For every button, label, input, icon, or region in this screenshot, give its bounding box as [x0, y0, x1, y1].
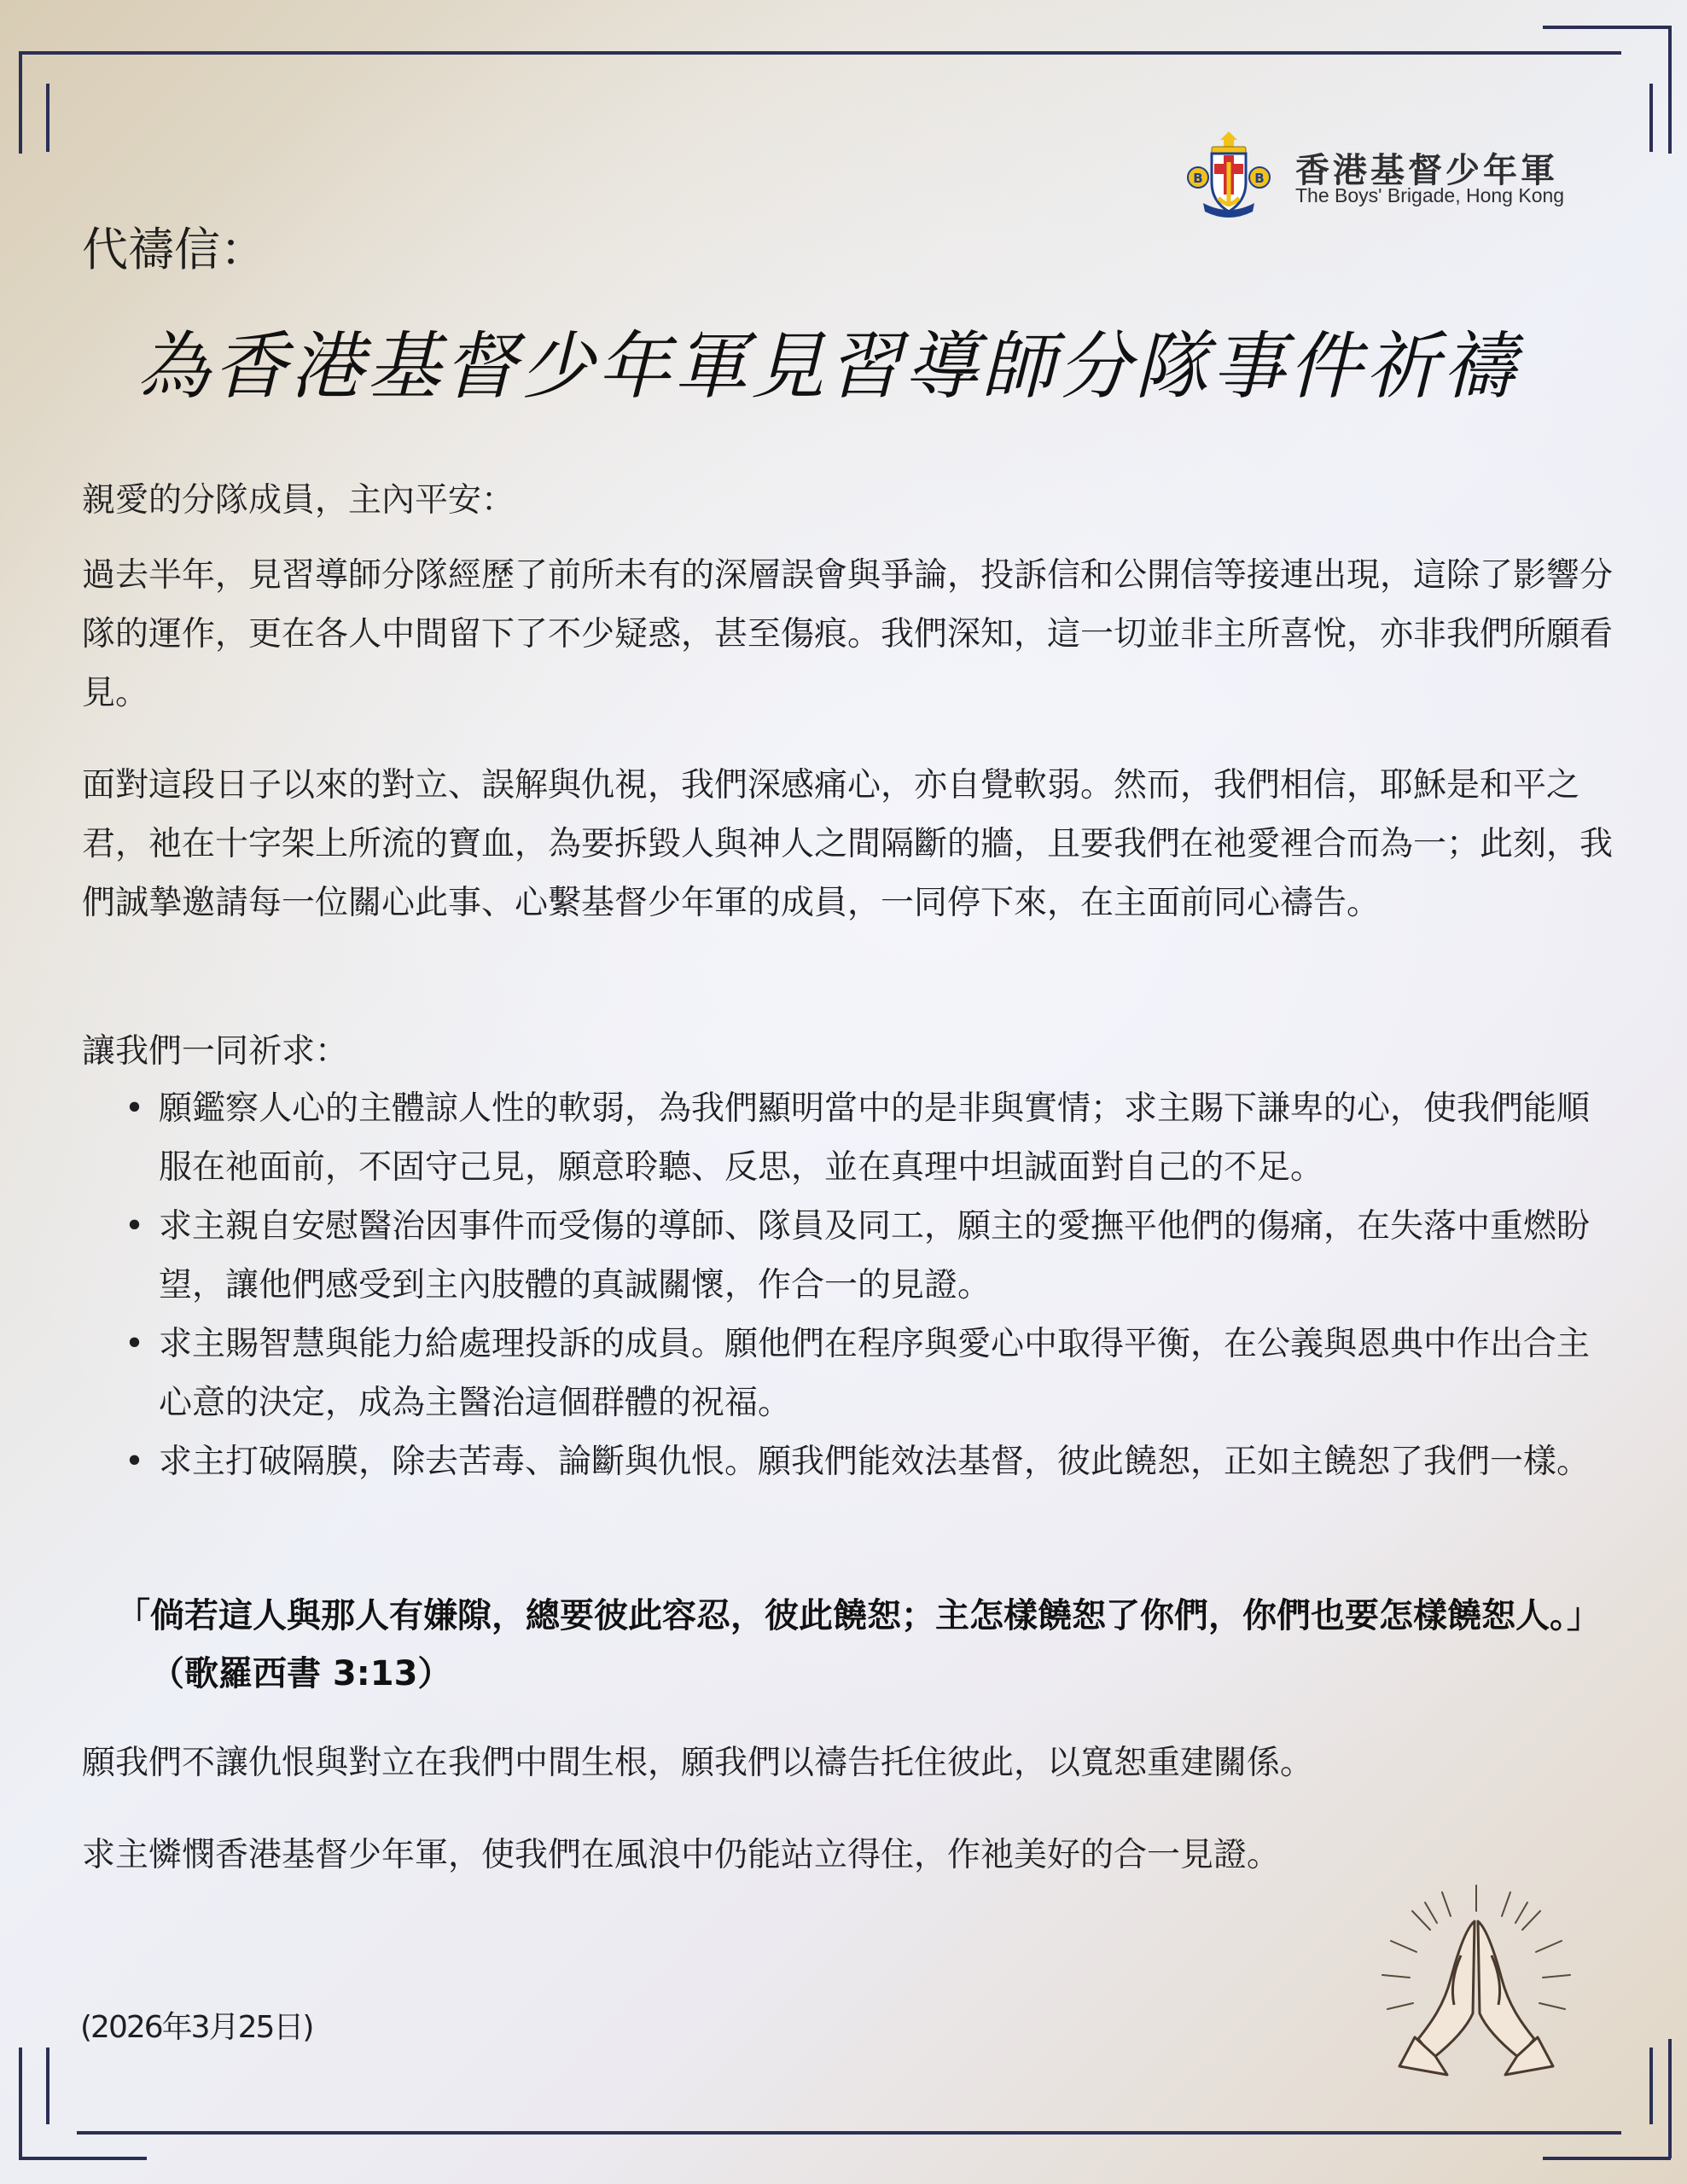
prayer-intro: 讓我們一同祈求： [82, 1032, 349, 1071]
bullet-icon: • [125, 1207, 145, 1246]
frame-top-inner-h [77, 51, 1621, 55]
verse-text: 「倘若這人與那人有嫌隙，總要彼此容忍，彼此饒恕；主怎樣饒恕了你們，你們也要怎樣饒恕人。」 [116, 1596, 1601, 1635]
letter-date: (2026年3月25日) [80, 2010, 313, 2045]
paragraph-1: 過去半年，見習導師分隊經歷了前所未有的深層誤會與爭論，投訴信和公開信等接連出現，這除了影響分隊的運作，更在各人中間留下了不少疑惑，甚至傷痕。我們深知，這一切並非主所喜悅，亦非我們所願看見。 [82, 556, 1614, 712]
prayer-text: 求主打破隔膜，除去苦毒、論斷與仇恨。願我們能效法基督，彼此饒恕，正如主饒恕了我們一樣。 [159, 1443, 1591, 1481]
closing-paragraph-2: 求主憐憫香港基督少年軍，使我們在風浪中仍能站立得住，作祂美好的合一見證。 [82, 1836, 1281, 1874]
org-name-chinese: 香港基督少年軍 [1295, 151, 1558, 190]
crest-letter-right: B [1254, 171, 1265, 186]
prayer-text: 求主親自安慰醫治因事件而受傷的導師、隊員及同工，願主的愛撫平他們的傷痛，在失落中重燃盼望，讓他們感受到主內肢體的真誠關懷，作合一的見證。 [159, 1207, 1591, 1304]
paragraph-2: 面對這段日子以來的對立、誤解與仇視，我們深感痛心，亦自覺軟弱。然而，我們相信，耶穌是和平之君，祂在十字架上所流的寶血，為要拆毀人與神人之間隔斷的牆，且要我們在祂愛裡合而為一；此刻，我們誠摯邀請每一位關心此事、心繫基督少年軍的成員，一同停下來，在主面前同心禱告。 [82, 766, 1614, 922]
prayer-item [82, 1197, 1618, 1315]
frame-bottom-left-h [19, 2157, 147, 2160]
scripture-verse [116, 1587, 1601, 1703]
frame-bottom-left-v [19, 2048, 22, 2158]
org-name-english: The Boys' Brigade, Hong Kong [1295, 184, 1565, 206]
verse-reference: （歌羅西書 3:13） [150, 1654, 452, 1693]
letter-title: 為香港基督少年軍見習導師分隊事件祈禱 [137, 324, 1519, 410]
bullet-icon: • [125, 1443, 145, 1481]
frame-top-right-v [1668, 26, 1672, 154]
greeting: 親愛的分隊成員，主內平安： [82, 481, 515, 520]
prayer-item [82, 1432, 1618, 1491]
crest-letter-left: B [1193, 171, 1203, 186]
closing-paragraph-1: 願我們不讓仇恨與對立在我們中間生根，願我們以禱告托住彼此，以寬恕重建關係。 [82, 1744, 1314, 1782]
boys-brigade-crest-icon [1186, 128, 1271, 222]
bullet-icon: • [125, 1325, 145, 1363]
frame-bottom-inner-h [77, 2131, 1621, 2135]
frame-bottom-left-inner-v [46, 2048, 49, 2124]
praying-hands-icon [1365, 1877, 1587, 2082]
letter-type-label: 代禱信： [82, 223, 266, 276]
frame-bottom-right-h [1543, 2157, 1671, 2160]
prayer-item [82, 1315, 1618, 1432]
frame-bottom-right-inner-v [1649, 2048, 1653, 2124]
frame-top-inner-left-v [46, 84, 49, 152]
bullet-icon: • [125, 1089, 145, 1128]
prayer-item [82, 1079, 1618, 1197]
frame-bottom-right-v [1668, 2039, 1672, 2158]
frame-top-right-h [1543, 26, 1671, 29]
frame-top-left-v [19, 51, 22, 154]
prayer-text: 願鑑察人心的主體諒人性的軟弱，為我們顯明當中的是非與實情；求主賜下謙卑的心，使我們能順服在祂面前，不固守己見，願意聆聽、反思，並在真理中坦誠面對自己的不足。 [159, 1089, 1591, 1187]
org-logo [1186, 128, 1596, 222]
prayer-list [82, 1079, 1618, 1491]
frame-top-right-inner-v [1649, 84, 1653, 152]
prayer-text: 求主賜智慧與能力給處理投訴的成員。願他們在程序與愛心中取得平衡，在公義與恩典中作出合主心意的決定，成為主醫治這個群體的祝福。 [159, 1325, 1591, 1422]
